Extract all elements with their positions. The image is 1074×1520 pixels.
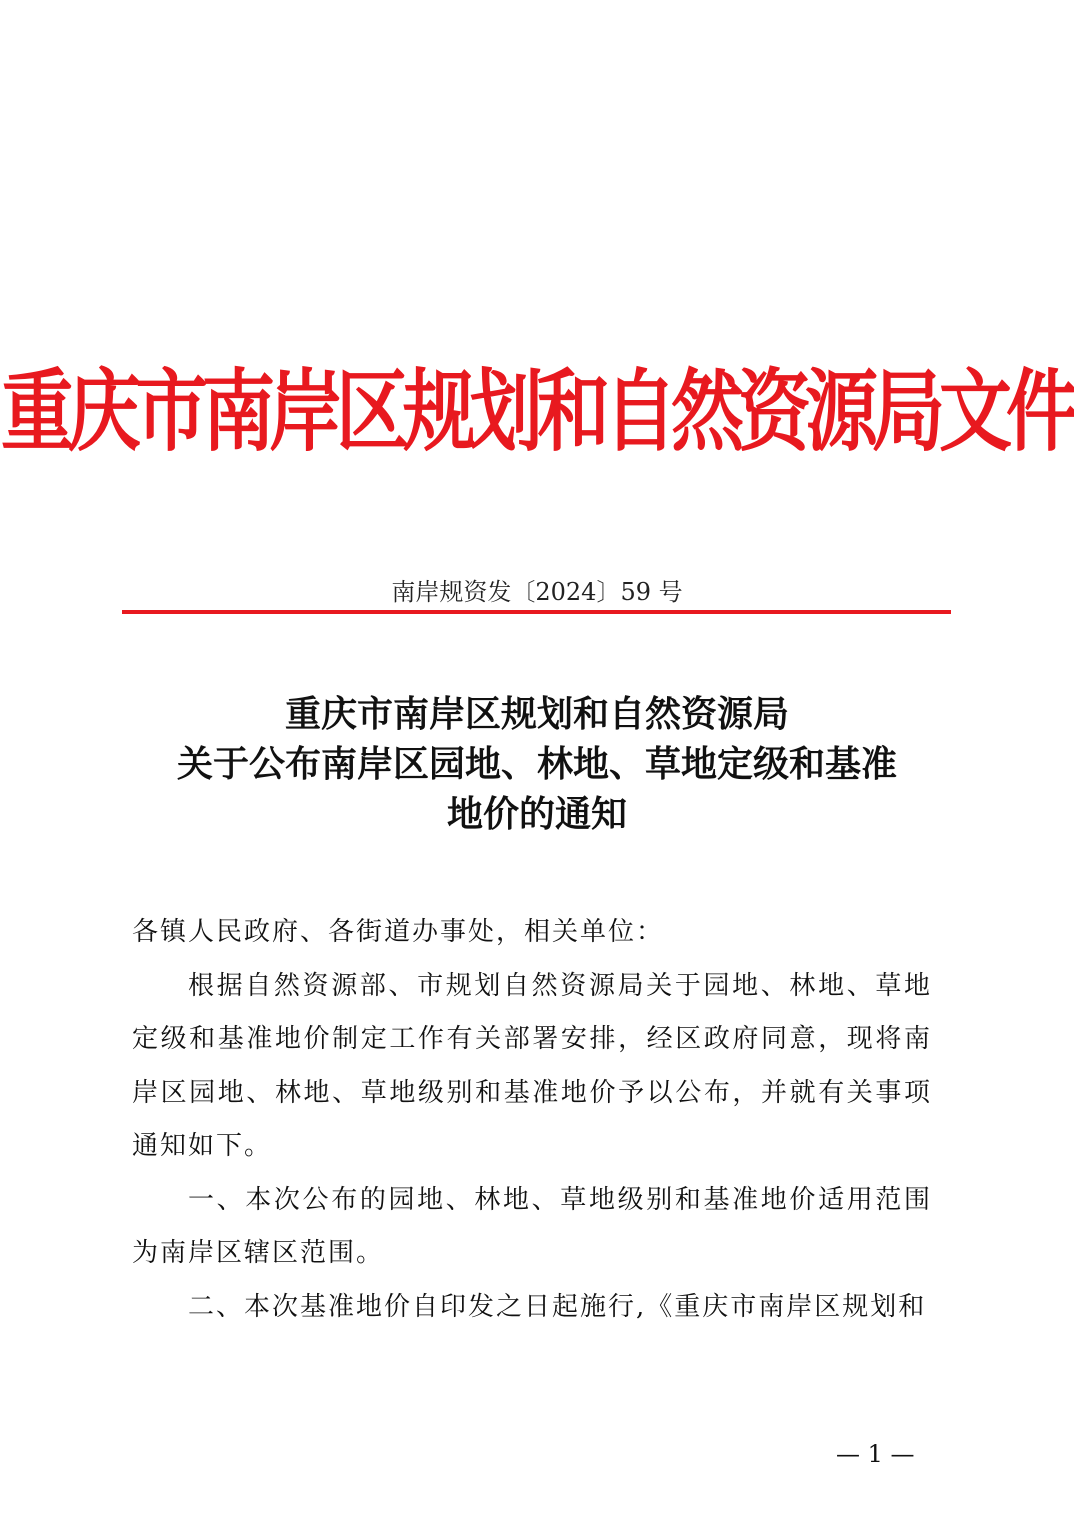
body-paragraph-1: 根据自然资源部、市规划自然资源局关于园地、林地、草地定级和基准地价制定工作有关部署安排，经区政府同意，现将南岸区园地、林地、草地级别和基准地价予以公布，并就有关事项通知如下。 <box>132 970 932 1161</box>
title-line-1: 重庆市南岸区规划和自然资源局 <box>284 693 789 735</box>
document-body <box>132 906 932 1334</box>
body-paragraph-2: 一、本次公布的园地、林地、草地级别和基准地价适用范围为南岸区辖区范围。 <box>132 1184 932 1268</box>
salutation: 各镇人民政府、各街道办事处，相关单位： <box>132 917 665 947</box>
body-paragraph-3: 二、本次基准地价自印发之日起施行,《重庆市南岸区规划和 <box>188 1291 927 1322</box>
document-number: 南岸规资发〔2024〕59 号 <box>391 578 683 606</box>
org-banner: 重庆市南岸区规划和自然资源局文件 <box>1 359 1073 465</box>
red-divider-line <box>122 610 951 614</box>
title-line-3: 地价的通知 <box>446 793 627 835</box>
document-title <box>0 689 1074 839</box>
page-number: — 1 — <box>836 1440 915 1468</box>
title-line-2: 关于公布南岸区园地、林地、草地定级和基准 <box>176 743 897 785</box>
